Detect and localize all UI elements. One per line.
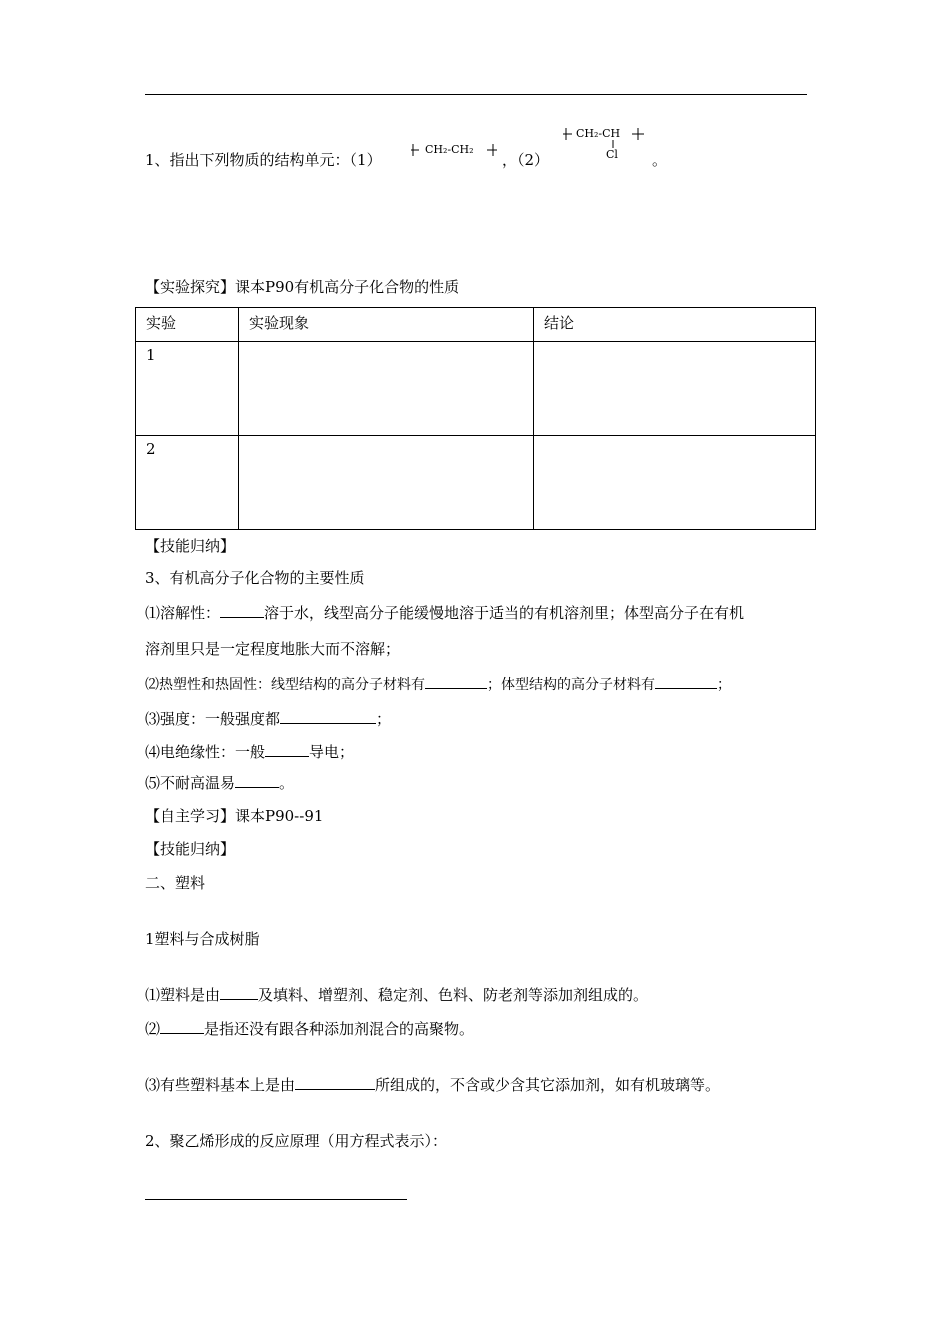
answer-blank[interactable] [160,1032,204,1034]
property-heat: ⑸不耐高温易 。 [145,774,295,792]
answer-blank[interactable] [220,616,264,618]
section-3-title: 3、有机高分子化合物的主要性质 [145,569,365,587]
table-cell: 1 [136,342,239,436]
header-rule [145,94,807,95]
table-row [136,342,816,436]
table-header-cell: 实验现象 [239,308,534,342]
resin-definition: ⑵ 是指还没有跟各种添加剂混合的高聚物。 [145,1020,475,1038]
answer-blank[interactable] [280,722,376,724]
answer-blank[interactable] [295,1088,375,1090]
answer-blank[interactable] [220,998,258,1000]
plastic-pure: ⑶有些塑料基本上是由 所组成的，不含或少含其它添加剂，如有机玻璃等。 [145,1076,721,1094]
table-cell [534,436,816,530]
question-1 [145,149,382,170]
formula-polyethylene [411,140,501,160]
experiment-table [135,307,816,530]
question-1-text: 1、指出下列物质的结构单元：（1） [145,151,382,169]
property-insulation: ⑷电绝缘性：一般 导电； [145,743,355,761]
formula-2-main: CH₂-CH [576,127,621,140]
answer-blank[interactable] [265,755,309,757]
table-header-cell: 实验 [136,308,239,342]
question-1-sep: ，（2） [502,151,550,169]
answer-blank[interactable] [655,687,717,689]
answer-blank[interactable] [235,786,279,788]
plastic-composition: ⑴塑料是由 及填料、增塑剂、稳定剂、色料、防老剂等添加剂组成的。 [145,986,649,1004]
answer-blank[interactable] [425,687,487,689]
table-cell [239,436,534,530]
property-solubility: ⑴溶解性： 溶于水，线型高分子能缓慢地溶于适当的有机溶剂里；体型高分子在有机 [145,604,745,622]
polyethylene-reaction: 2、聚乙烯形成的反应原理（用方程式表示）： [145,1132,448,1150]
subsection-resin: 1塑料与合成树脂 [145,930,260,948]
table-header-cell: 结论 [534,308,816,342]
question-1-end: 。 [652,151,668,169]
property-solubility-cont: 溶剂里只是一定程度地胀大而不溶解； [145,640,401,658]
property-strength: ⑶强度：一般强度都 ； [145,710,392,728]
section-plastics-title: 二、塑料 [145,874,206,892]
formula-pvc [560,122,655,164]
answer-line[interactable] [145,1199,407,1200]
table-cell [534,342,816,436]
formula-1: CH₂-CH₂ [425,143,474,156]
table-row [136,436,816,530]
table-header-row [136,308,816,342]
formula-2-sub: Cl [606,148,618,161]
skills-heading-1: 【技能归纳】 [145,537,236,555]
experiment-title: 【实验探究】课本P90有机高分子化合物的性质 [145,278,460,296]
skills-heading-2: 【技能归纳】 [145,840,236,858]
property-thermo: ⑵热塑性和热固性：线型结构的高分子材料有 ；体型结构的高分子材料有 ； [145,677,731,693]
table-cell: 2 [136,436,239,530]
table-cell [239,342,534,436]
self-study-heading: 【自主学习】课本P90--91 [145,807,324,825]
